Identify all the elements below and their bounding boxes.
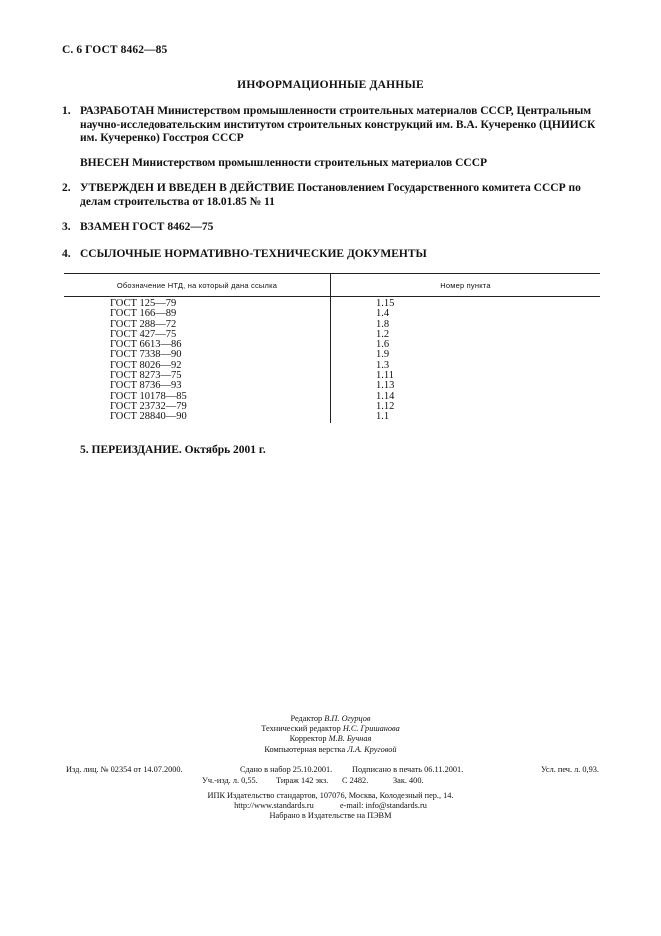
imprint-production	[66, 765, 599, 786]
column-header-clause: Номер пункта	[331, 274, 601, 297]
row-designation: ГОСТ 7338—90	[64, 350, 331, 360]
layout-line	[0, 745, 661, 755]
layout-label: Компьютерная верстка	[264, 744, 346, 754]
row-designation: ГОСТ 10178—85	[64, 392, 331, 402]
document-title: ИНФОРМАЦИОННЫЕ ДАННЫЕ	[237, 79, 424, 91]
row-clause: 1.13	[376, 380, 395, 392]
item-2-line-2: делам строительства от 18.01.85 № 11	[80, 195, 275, 208]
typeset-date: Сдано в набор 25.10.2001.	[240, 765, 333, 774]
row-designation: ГОСТ 427—75	[64, 330, 331, 340]
item-4	[62, 248, 427, 262]
table-row	[64, 412, 600, 422]
row-designation: ГОСТ 28840—90	[64, 412, 331, 422]
email-link: e-mail: info@standards.ru	[339, 801, 427, 811]
typed-at: Набрано в Издательстве на ПЭВМ	[269, 811, 392, 821]
item-2-number: 2.	[62, 182, 71, 194]
row-clause: 1.3	[376, 359, 390, 371]
row-designation: ГОСТ 8273—75	[64, 371, 331, 381]
item-5	[80, 444, 266, 458]
row-clause: 1.4	[376, 308, 390, 320]
tech-editor-line	[0, 724, 661, 734]
editor-line	[0, 714, 661, 724]
row-designation: ГОСТ 8736—93	[64, 381, 331, 391]
item-4-text: ССЫЛОЧНЫЕ НОРМАТИВНО-ТЕХНИЧЕСКИЕ ДОКУМЕНТЫ	[80, 248, 427, 260]
table-header-row	[64, 274, 600, 297]
page-header: С. 6 ГОСТ 8462—85	[62, 44, 168, 56]
item-1-line-1: РАЗРАБОТАН Министерством промышленности строительных материалов СССР, Центральным	[80, 105, 592, 117]
item-1-number: 1.	[62, 105, 71, 117]
column-header-designation: Обозначение НТД, на который дана ссылка	[64, 274, 331, 297]
item-3-number: 3.	[62, 221, 71, 233]
item-3	[62, 221, 213, 235]
website-link: http://www.standards.ru	[234, 801, 314, 811]
item-3-text: ВЗАМЕН ГОСТ 8462—75	[80, 221, 214, 233]
item-2-line-1: УТВЕРЖДЕН И ВВЕДЕН В ДЕЙСТВИЕ Постановлением Государственного комитета СССР по	[80, 182, 581, 194]
row-designation: ГОСТ 6613—86	[64, 340, 331, 350]
reference-documents-table	[64, 273, 600, 423]
row-clause: 1.11	[376, 370, 394, 382]
item-1	[62, 105, 595, 146]
submitted-by: ВНЕСЕН Министерством промышленности строительных материалов СССР	[80, 157, 488, 169]
row-clause: 1.14	[376, 390, 395, 402]
row-designation: ГОСТ 288—72	[64, 320, 331, 330]
tech-editor-label: Технический редактор	[261, 724, 341, 734]
row-designation: ГОСТ 166—89	[64, 309, 331, 319]
row-designation: ГОСТ 8026—92	[64, 361, 331, 371]
layout-name: Л.А. Круговой	[347, 744, 397, 754]
row-clause: 1.12	[376, 400, 395, 412]
publishing-sheets: Уч.-изд. л. 0,55.	[202, 776, 258, 785]
row-clause: 1.6	[376, 339, 390, 351]
circulation: Тираж 142 экз.	[276, 776, 329, 785]
corrector-label: Корректор	[289, 734, 327, 744]
contacts-line	[0, 801, 661, 811]
corrector-line	[0, 734, 661, 744]
item-1-line-2: научно-исследовательским институтом строительных конструкций им. В.А. Кучеренко (ЦНИИСК	[80, 118, 596, 131]
imprint-credits	[0, 714, 661, 755]
row-clause: 1.8	[376, 318, 390, 330]
item-4-number: 4.	[62, 248, 71, 260]
editor-name: В.П. Огурцов	[324, 714, 371, 723]
order-number: Зак. 400.	[393, 776, 424, 785]
signed-date: Подписано в печать 06.11.2001.	[352, 765, 464, 774]
item-1-line-3: им. Кучеренко) Госстроя СССР	[80, 132, 244, 144]
editor-label: Редактор	[290, 714, 323, 723]
order-code: С 2482.	[342, 776, 369, 785]
row-clause: 1.15	[376, 298, 395, 309]
row-designation: ГОСТ 125—79	[64, 297, 331, 310]
license-text: Изд. лиц. № 02354 от 14.07.2000.	[66, 765, 183, 774]
corrector-name: М.В. Бучная	[328, 734, 372, 744]
row-clause: 1.9	[376, 349, 390, 361]
tech-editor-name: Н.С. Гришанова	[342, 724, 400, 734]
item-5-text: ПЕРЕИЗДАНИЕ. Октябрь 2001 г.	[91, 444, 266, 456]
item-5-number: 5.	[80, 444, 89, 456]
row-clause: 1.1	[376, 411, 390, 423]
print-sheets: Усл. печ. л. 0,93.	[541, 765, 599, 774]
row-designation: ГОСТ 23732—79	[64, 402, 331, 412]
item-2	[62, 182, 581, 209]
publisher-address: ИПК Издательство стандартов, 107076, Москва, Колодезный пер., 14.	[207, 791, 454, 800]
row-clause: 1.2	[376, 328, 390, 340]
imprint-publisher	[0, 791, 661, 822]
